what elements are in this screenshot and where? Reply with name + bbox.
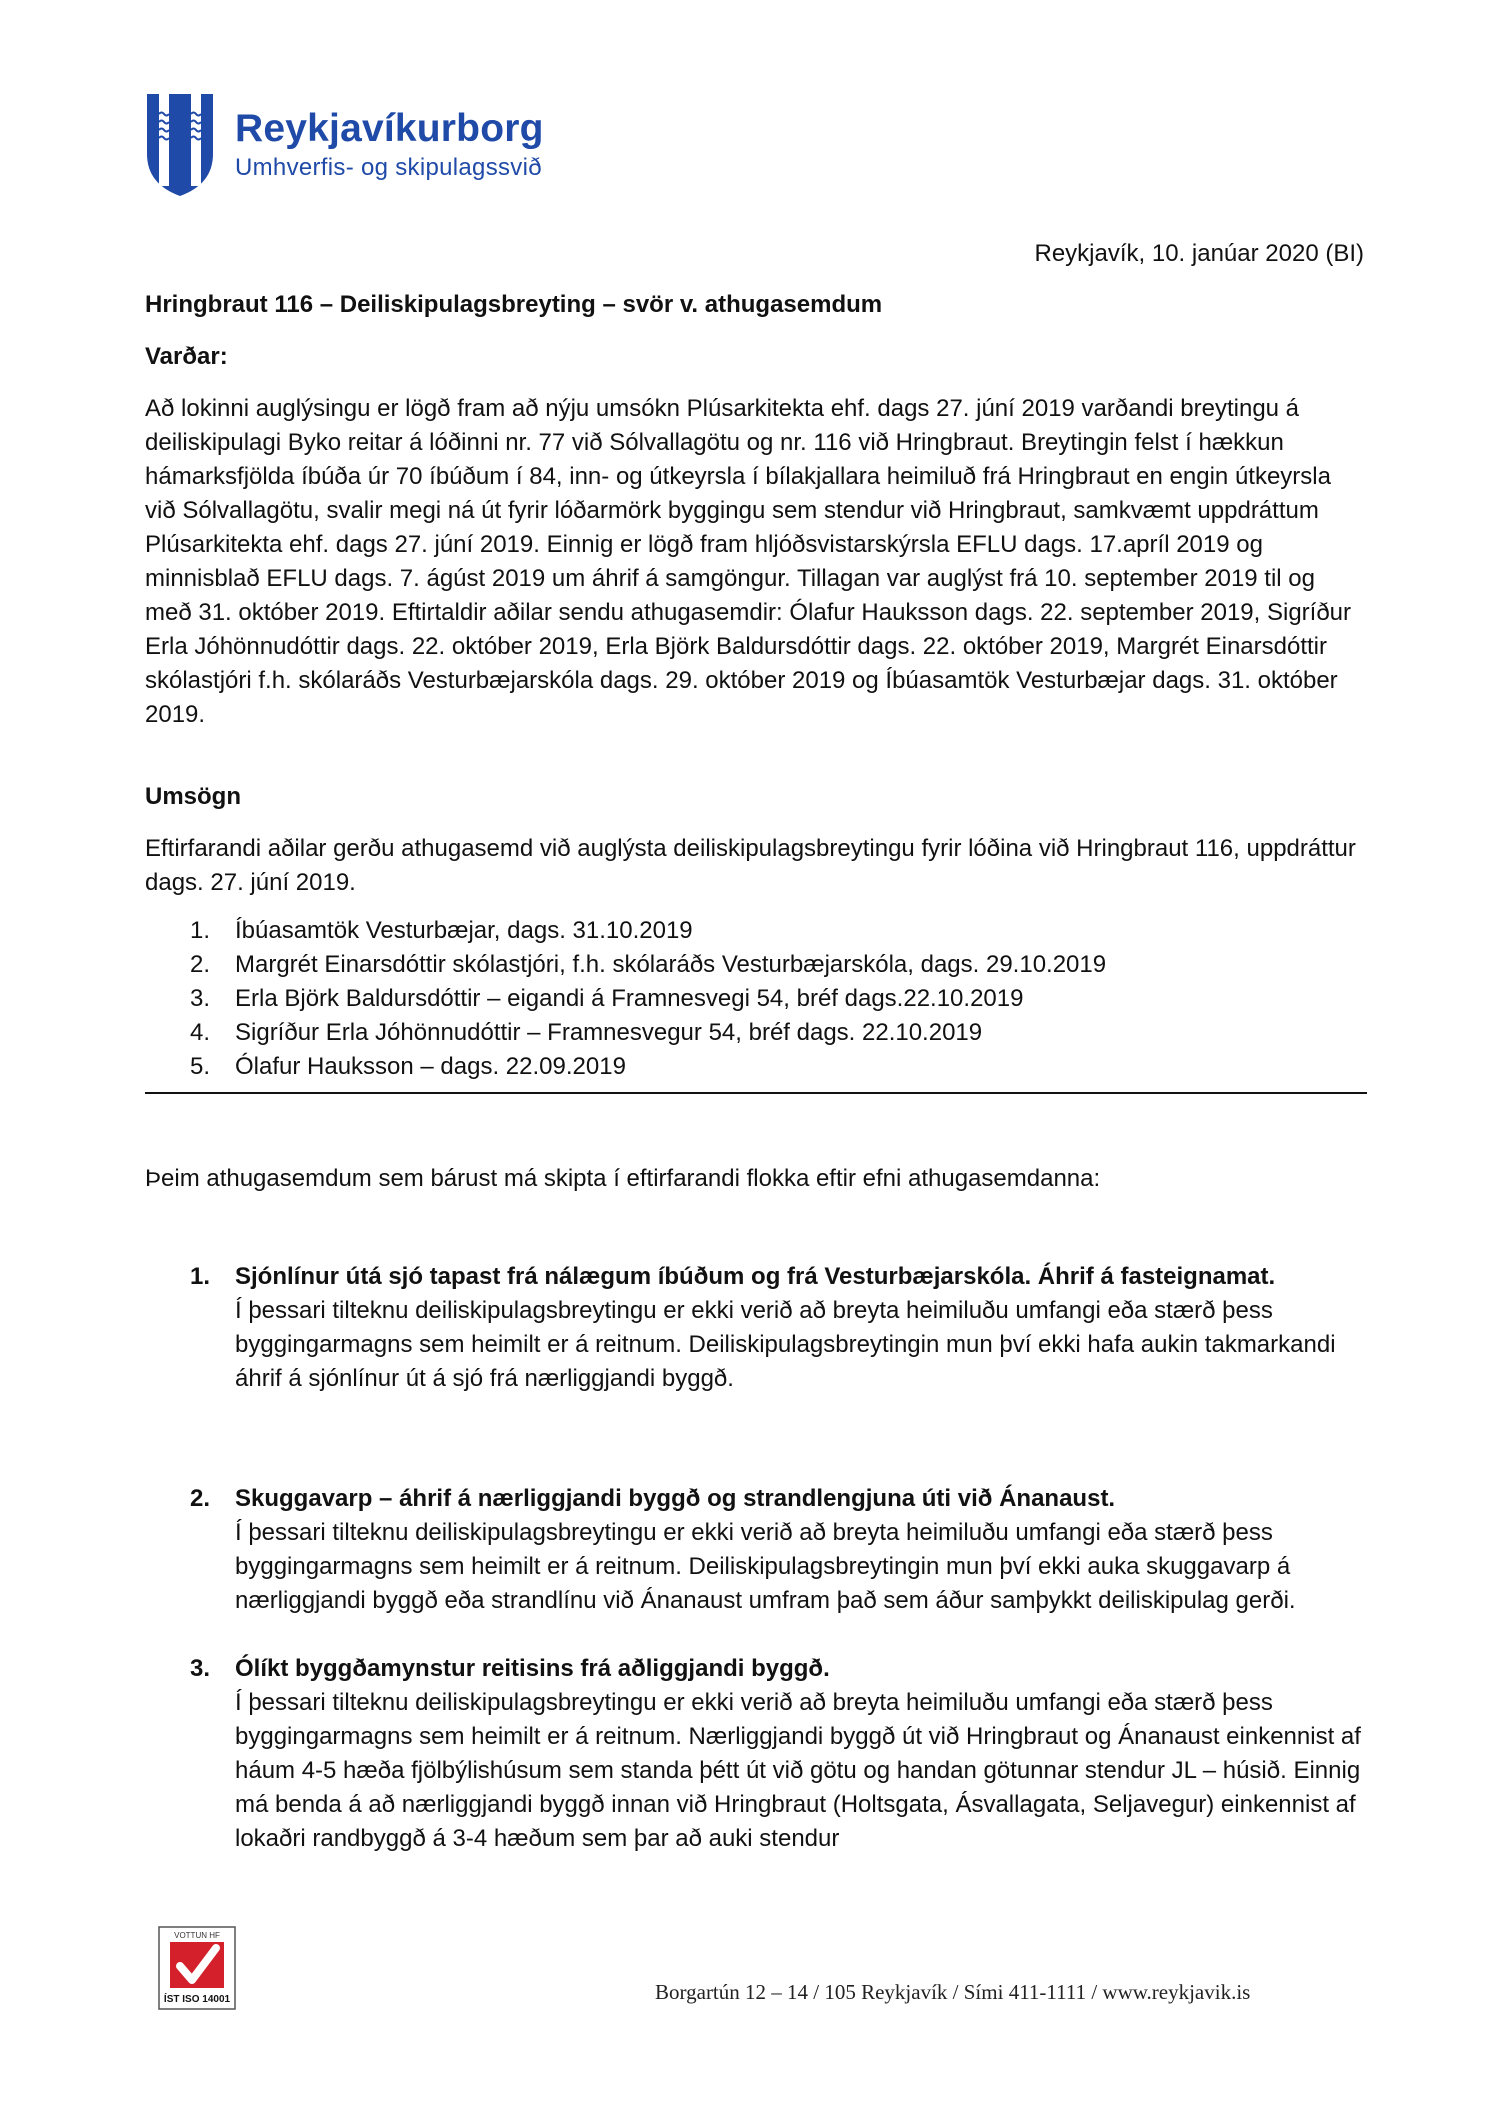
topic-title: Ólíkt byggðamynstur reitisins frá aðliggjandi byggð. xyxy=(235,1655,830,1682)
cert-top-label: VOTTUN HF xyxy=(174,1931,220,1940)
list-item: 1. Íbúasamtök Vesturbæjar, dags. 31.10.2019 xyxy=(190,917,693,944)
footer-address: Borgartún 12 – 14 / 105 Reykjavík / Sími 411-1111 / www.reykjavik.is xyxy=(655,1980,1251,2004)
checkmark-certification-icon xyxy=(158,1926,236,2010)
reykjavik-coat-of-arms-icon xyxy=(145,92,215,198)
list-item: 3. Erla Björk Baldursdóttir – eigandi á Framnesvegi 54, bréf dags.22.10.2019 xyxy=(190,985,1024,1012)
topic-body: Í þessari tilteknu deiliskipulagsbreytingu er ekki verið að breyta heimiluðu umfangi eða stærð þess byggingarmagns sem heimilt er á reitnum. Deiliskipulagsbreytingin mun því ekki hafa aukin takmarkandi áhrif á sjónlínur út á sjó frá nærliggjandi byggð. xyxy=(235,1297,1336,1392)
org-name: Reykjavíkurborg xyxy=(235,107,544,150)
iso-certification-logo xyxy=(158,1926,236,2010)
topic-title: Sjónlínur útá sjó tapast frá nálægum íbúðum og frá Vesturbæjarskóla. Áhrif á fasteignamat. xyxy=(235,1263,1276,1290)
letter-body xyxy=(145,288,1367,1856)
topic-item: 2. Skuggavarp – áhrif á nærliggjandi byggð og strandlengjuna úti við Ánanaust. Í þessari tilteknu deiliskipulagsbreytingu er ekki verið að breyta heimiluðu umfangi eða stærð þess byggingarmagns sem heimilt er á reitnum. Deiliskipulagsbreytingin mun því ekki auka skuggavarp á nærliggjandi byggð eða strandlínu við Ánanaust umfram það sem áður samþykkt deiliskipulag gerði. xyxy=(145,1482,1367,1618)
document-title: Hringbraut 116 – Deiliskipulagsbreyting – svör v. athugasemdum xyxy=(145,291,883,318)
submitter-list xyxy=(145,914,1367,1084)
topic-item: 1. Sjónlínur útá sjó tapast frá nálægum íbúðum og frá Vesturbæjarskóla. Áhrif á fasteignamat. Í þessari tilteknu deiliskipulagsbreytingu er ekki verið að breyta heimiluðu umfangi eða stærð þess byggingarmagns sem heimilt er á reitnum. Deiliskipulagsbreytingin mun því ekki hafa aukin takmarkandi áhrif á sjónlínur út á sjó frá nærliggjandi byggð. xyxy=(145,1260,1367,1396)
list-item: 5. Ólafur Hauksson – dags. 22.09.2019 xyxy=(190,1053,626,1080)
umsogn-heading: Umsögn xyxy=(145,783,241,810)
vardar-heading: Varðar: xyxy=(145,343,228,370)
org-logo xyxy=(145,92,544,198)
umsogn-intro: Eftirfarandi aðilar gerðu athugasemd við auglýsta deiliskipulagsbreytingu fyrir lóðina við Hringbraut 116, uppdráttur dags. 27. júní 2019. xyxy=(145,835,1356,896)
cert-bottom-label: ÍST ISO 14001 xyxy=(163,1994,231,2005)
intro-paragraph: Að lokinni auglýsingu er lögð fram að nýju umsókn Plúsarkitekta ehf. dags 27. júní 2019 varðandi breytingu á deiliskipulagi Byko reitar á lóðinni nr. 77 við Sólvallagötu og nr. 116 við Hringbraut. Breytingin felst í hækkun hámarksfjölda íbúða úr 70 íbúðum í 84, inn- og útkeyrsla í bílakjallara heimiluð frá Hringbraut en engin útkeyrsla við Sólvallagötu, svalir megi ná út fyrir lóðarmörk byggingu sem stendur við Hringbraut, samkvæmt uppdráttum Plúsarkitekta ehf. dags 27. júní 2019. Einnig er lögð fram hljóðsvistarskýrsla EFLU dags. 17.apríl 2019 og minnisblað EFLU dags. 7. ágúst 2019 um áhrif á samgöngur. Tillagan var auglýst frá 10. september 2019 til og með 31. október 2019. Eftirtaldir aðilar sendu athugasemdir: Ólafur Hauksson dags. 22. september 2019, Sigríður Erla Jóhönnudóttir dags. 22. október 2019, Erla Björk Baldursdóttir dags. 22. október 2019, Margrét Einarsdóttir skólastjóri f.h. skólaráðs Vesturbæjarskóla dags. 29. október 2019 og Íbúasamtök Vesturbæjar dags. 31. október 2019. xyxy=(145,395,1352,728)
topic-title: Skuggavarp – áhrif á nærliggjandi byggð og strandlengjuna úti við Ánanaust. xyxy=(235,1485,1116,1512)
topic-body: Í þessari tilteknu deiliskipulagsbreytingu er ekki verið að breyta heimiluðu umfangi eða stærð þess byggingarmagns sem heimilt er á reitnum. Deiliskipulagsbreytingin mun því ekki auka skuggavarp á nærliggjandi byggð eða strandlínu við Ánanaust umfram það sem áður samþykkt deiliskipulag gerði. xyxy=(235,1519,1296,1614)
list-item: 4. Sigríður Erla Jóhönnudóttir – Framnesvegur 54, bréf dags. 22.10.2019 xyxy=(190,1019,983,1046)
org-division: Umhverfis- og skipulagssvið xyxy=(235,154,542,181)
topic-body: Í þessari tilteknu deiliskipulagsbreytingu er ekki verið að breyta heimiluðu umfangi eða stærð þess byggingarmagns sem heimilt er á reitnum. Nærliggjandi byggð út við Hringbraut og Ánanaust einkennist af háum 4-5 hæða fjölbýlishúsum sem standa þétt út við götu og handan götunnar stendur JL – húsið. Einnig má benda á að nærliggjandi byggð innan við Hringbraut (Holtsgata, Ásvallagata, Seljavegur) einkennist af lokaðri randbyggð á 3-4 hæðum sem þar að auki stendur xyxy=(235,1689,1361,1852)
categories-intro: Þeim athugasemdum sem bárust má skipta í eftirfarandi flokka eftir efni athugasemdanna: xyxy=(145,1165,1101,1192)
list-item: 2. Margrét Einarsdóttir skólastjóri, f.h. skólaráðs Vesturbæjarskóla, dags. 29.10.2019 xyxy=(190,951,1107,978)
date-line: Reykjavík, 10. janúar 2020 (BI) xyxy=(1034,240,1364,267)
topic-item: 3. Ólíkt byggðamynstur reitisins frá aðliggjandi byggð. Í þessari tilteknu deiliskipulagsbreytingu er ekki verið að breyta heimiluðu umfangi eða stærð þess byggingarmagns sem heimilt er á reitnum. Nærliggjandi byggð út við Hringbraut og Ánanaust einkennist af háum 4-5 hæða fjölbýlishúsum sem standa þétt út við götu og handan götunnar stendur JL – húsið. Einnig má benda á að nærliggjandi byggð innan við Hringbraut (Holtsgata, Ásvallagata, Seljavegur) einkennist af lokaðri randbyggð á 3-4 hæðum sem þar að auki stendur xyxy=(145,1652,1367,1856)
